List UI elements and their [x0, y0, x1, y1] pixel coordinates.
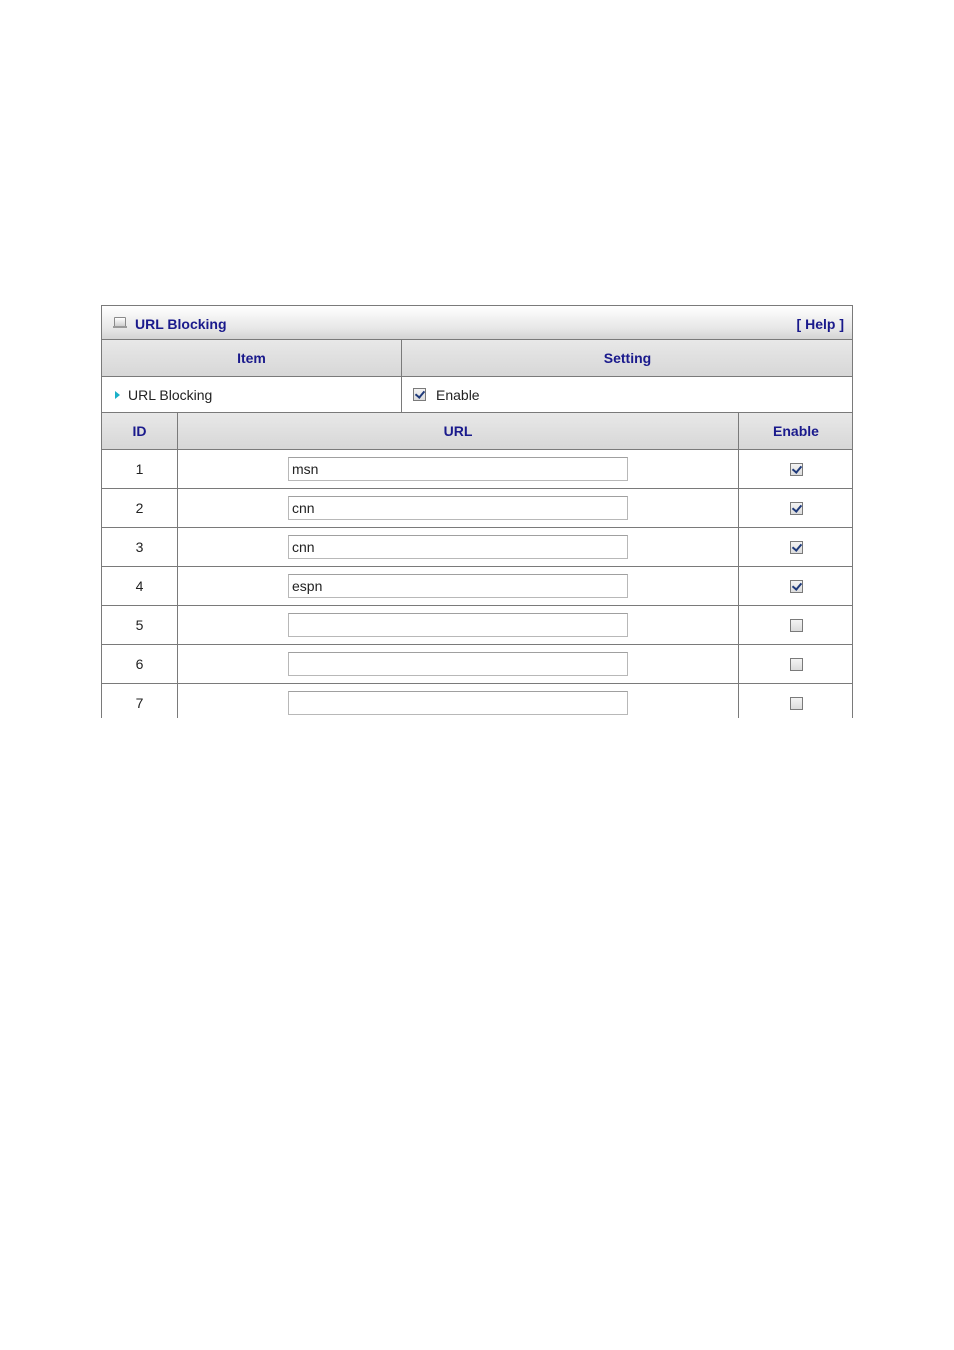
row-id: 6 [102, 645, 177, 684]
row-url-cell [178, 528, 738, 567]
row-enable-checkbox[interactable] [790, 658, 803, 671]
row-enable-cell [739, 528, 853, 567]
window-icon [114, 317, 126, 327]
url-input[interactable] [288, 652, 628, 676]
url-input[interactable] [288, 496, 628, 520]
url-input[interactable] [288, 691, 628, 715]
row-url-cell [178, 567, 738, 606]
url-blocking-panel [101, 305, 853, 718]
row-id: 5 [102, 606, 177, 645]
column-header-setting: Setting [402, 340, 853, 377]
row-url-cell [178, 450, 738, 489]
row-enable-checkbox[interactable] [790, 619, 803, 632]
row-url-cell [178, 645, 738, 684]
row-enable-cell [739, 606, 853, 645]
row-url-cell [178, 489, 738, 528]
row-enable-cell [739, 684, 853, 718]
row-enable-checkbox[interactable] [790, 463, 803, 476]
url-blocking-enable-checkbox[interactable] [413, 388, 426, 401]
url-input[interactable] [288, 457, 628, 481]
help-link[interactable]: [ Help ] [796, 316, 844, 332]
panel-titlebar [102, 306, 852, 340]
row-id: 7 [102, 684, 177, 718]
panel-title: URL Blocking [135, 316, 227, 332]
row-url-cell [178, 684, 738, 718]
row-enable-checkbox[interactable] [790, 541, 803, 554]
row-id: 3 [102, 528, 177, 567]
row-enable-checkbox[interactable] [790, 697, 803, 710]
row-url-cell [178, 606, 738, 645]
url-input[interactable] [288, 574, 628, 598]
row-enable-checkbox[interactable] [790, 580, 803, 593]
row-enable-checkbox[interactable] [790, 502, 803, 515]
row-enable-cell [739, 567, 853, 606]
row-enable-cell [739, 450, 853, 489]
column-header-enable: Enable [739, 413, 853, 450]
row-enable-cell [739, 489, 853, 528]
column-header-url: URL [178, 413, 738, 450]
url-input[interactable] [288, 535, 628, 559]
column-header-item: Item [102, 340, 401, 377]
row-id: 1 [102, 450, 177, 489]
row-id: 2 [102, 489, 177, 528]
row-enable-cell [739, 645, 853, 684]
enable-label: Enable [436, 386, 480, 403]
column-header-id: ID [102, 413, 177, 450]
arrow-right-icon [115, 391, 120, 399]
url-input[interactable] [288, 613, 628, 637]
url-blocking-setting [402, 377, 853, 413]
url-blocking-label: URL Blocking [128, 386, 213, 403]
row-id: 4 [102, 567, 177, 606]
url-blocking-row-label [102, 377, 401, 413]
